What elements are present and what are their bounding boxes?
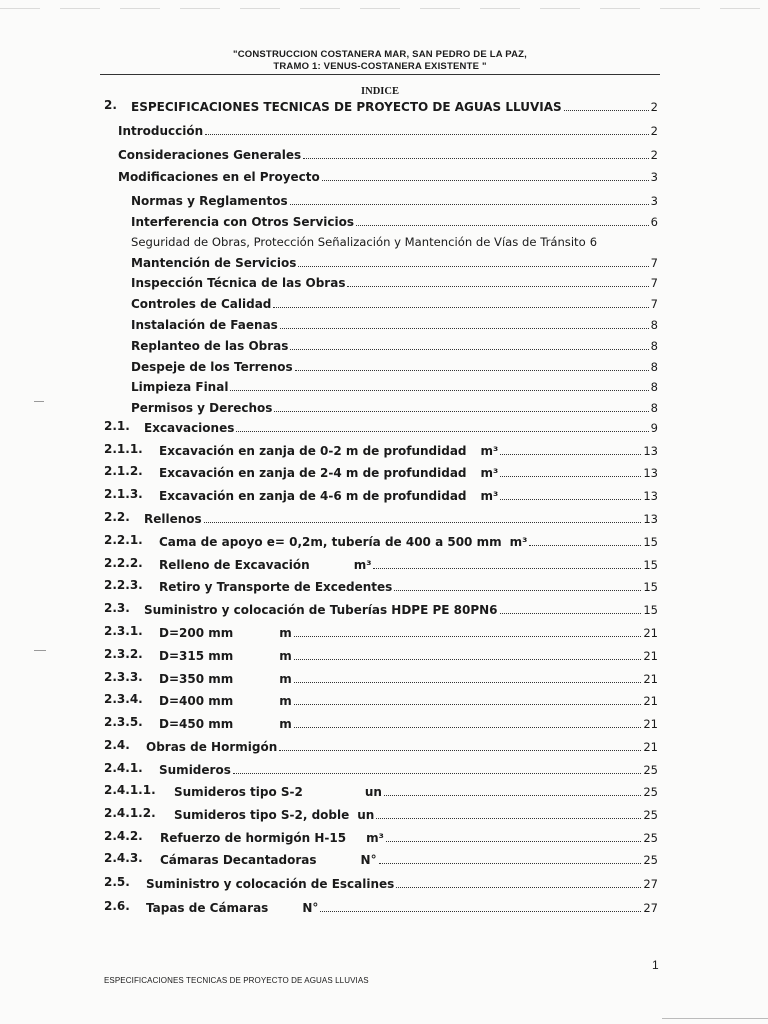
toc-entry-label: Tapas de Cámaras <box>146 901 269 915</box>
toc-leader-dots <box>279 740 641 751</box>
toc-leader-dots <box>376 808 641 819</box>
toc-entry-unit: m³ <box>480 466 499 480</box>
header-line-2: TRAMO 1: VENUS-COSTANERA EXISTENTE " <box>273 61 487 72</box>
toc-entry-page: 15 <box>643 603 658 617</box>
toc-entry-number: 2.4.2. <box>104 829 143 843</box>
toc-entry[interactable] <box>0 897 658 915</box>
toc-entry-page: 15 <box>643 558 658 572</box>
toc-entry-page: 25 <box>643 831 658 845</box>
toc-entry[interactable] <box>0 120 658 138</box>
toc-entry-number: 2.2.2. <box>104 556 143 570</box>
toc-entry[interactable] <box>0 668 658 686</box>
toc-leader-dots <box>205 124 649 135</box>
toc-entry-label: Inspección Técnica de las Obras <box>131 276 346 290</box>
toc-entry-label: Mantención de Servicios <box>131 256 297 270</box>
toc-entry-label: Seguridad de Obras, Protección Señalización y Mantención de Vías de Tránsito <box>131 235 586 249</box>
toc-entry-unit: m³ <box>480 444 499 458</box>
toc-entry-page: 6 <box>589 235 598 249</box>
page-number: 1 <box>652 958 659 972</box>
toc-entry[interactable] <box>0 713 658 731</box>
toc-entry-number: 2.2.1. <box>104 533 143 547</box>
toc-leader-dots <box>373 558 641 569</box>
toc-entry-unit: m <box>279 694 292 708</box>
toc-leader-dots <box>294 717 642 728</box>
toc-entry-label: Suministro y colocación de Escalines <box>146 877 395 891</box>
toc-entry-label: Suministro y colocación de Tuberías HDPE PE 80PN6 <box>144 603 498 617</box>
toc-entry-page: 21 <box>643 672 658 686</box>
toc-entry-page: 2 <box>650 100 658 114</box>
toc-entry-unit: m³ <box>509 535 528 549</box>
toc-entry-label: Relleno de Excavación <box>159 558 310 572</box>
toc-entry[interactable] <box>0 356 658 374</box>
toc-entry-page: 25 <box>643 763 658 777</box>
toc-leader-dots <box>500 444 641 455</box>
toc-entry-page: 25 <box>643 853 658 867</box>
toc-leader-dots <box>298 256 648 267</box>
toc-entry-label: Excavación en zanja de 4-6 m de profundidad <box>159 489 467 503</box>
toc-entry-unit: m <box>279 626 292 640</box>
toc-entry-page: 2 <box>650 148 658 162</box>
toc-leader-dots <box>386 831 641 842</box>
toc-entry-number: 2.3.4. <box>104 692 143 706</box>
toc-leader-dots <box>384 785 641 796</box>
toc-entry-page: 27 <box>643 877 658 891</box>
toc-entry[interactable] <box>0 576 658 594</box>
toc-entry-label: Obras de Hormigón <box>146 740 278 754</box>
toc-entry-number: 2.3.5. <box>104 715 143 729</box>
toc-entry[interactable] <box>0 96 658 114</box>
toc-entry-page: 7 <box>650 297 658 311</box>
toc-entry-unit: m³ <box>366 831 384 845</box>
toc-entry[interactable] <box>0 531 658 549</box>
toc-entry-label: Excavación en zanja de 0-2 m de profundidad <box>159 444 467 458</box>
toc-entry[interactable] <box>0 849 658 867</box>
toc-leader-dots <box>500 603 642 614</box>
toc-entry-page: 27 <box>643 901 658 915</box>
toc-entry-label: Cámaras Decantadoras <box>160 853 317 867</box>
toc-entry-page: 13 <box>643 466 658 480</box>
toc-leader-dots <box>280 318 649 329</box>
toc-leader-dots <box>564 100 649 111</box>
toc-entry[interactable] <box>0 376 658 394</box>
index-title: INDICE <box>361 86 399 97</box>
toc-entry-number: 2.1. <box>104 419 130 433</box>
toc-entry-label: Introducción <box>118 124 204 138</box>
toc-entry-number: 2.1.1. <box>104 442 143 456</box>
toc-entry-number: 2.2. <box>104 510 130 524</box>
toc-entry[interactable] <box>0 252 658 270</box>
toc-entry-number: 2.4.1.1. <box>104 783 156 797</box>
toc-entry[interactable] <box>0 190 658 208</box>
footer-title: ESPECIFICACIONES TECNICAS DE PROYECTO DE AGUAS LLUVIAS <box>104 976 369 985</box>
scan-margin-mark <box>34 401 44 402</box>
toc-entry[interactable] <box>0 144 658 162</box>
toc-entry-page: 25 <box>643 785 658 799</box>
toc-leader-dots <box>379 853 642 864</box>
toc-leader-dots <box>394 580 641 591</box>
toc-entry-number: 2.4. <box>104 738 130 752</box>
toc-entry[interactable] <box>0 690 658 708</box>
toc-entry[interactable] <box>0 485 658 503</box>
toc-entry[interactable] <box>0 736 658 754</box>
toc-entry-label: Modificaciones en el Proyecto <box>118 170 320 184</box>
toc-entry[interactable] <box>0 211 658 229</box>
toc-entry-unit: un <box>357 808 375 822</box>
toc-leader-dots <box>230 380 648 391</box>
toc-entry-label: Instalación de Faenas <box>131 318 278 332</box>
toc-entry-page: 8 <box>650 360 658 374</box>
toc-leader-dots <box>204 512 642 523</box>
toc-entry-page: 3 <box>650 194 658 208</box>
toc-entry[interactable] <box>0 397 658 415</box>
toc-leader-dots <box>290 339 648 350</box>
toc-entry-number: 2.1.3. <box>104 487 143 501</box>
toc-leader-dots <box>294 672 642 683</box>
toc-leader-dots <box>500 489 641 500</box>
scan-margin-mark <box>34 650 46 651</box>
toc-entry-unit: m³ <box>480 489 499 503</box>
toc-entry-page: 21 <box>643 717 658 731</box>
toc-entry-label: Interferencia con Otros Servicios <box>131 215 355 229</box>
toc-entry-label: Controles de Calidad <box>131 297 272 311</box>
toc-entry[interactable] <box>0 599 658 617</box>
toc-entry[interactable] <box>0 827 658 845</box>
toc-entry[interactable] <box>0 645 658 663</box>
scan-edge-mark <box>662 1018 768 1019</box>
toc-entry-unit: m <box>279 717 292 731</box>
toc-entry[interactable] <box>0 231 658 249</box>
toc-leader-dots <box>233 763 642 774</box>
toc-entry-page: 13 <box>643 512 658 526</box>
toc-entry-unit: un <box>364 785 382 799</box>
toc-entry-page: 13 <box>643 444 658 458</box>
toc-entry-page: 9 <box>650 421 658 435</box>
toc-entry-label: Despeje de los Terrenos <box>131 360 293 374</box>
toc-entry[interactable] <box>0 272 658 290</box>
toc-entry-number: 2.6. <box>104 899 130 913</box>
toc-leader-dots <box>356 215 649 226</box>
toc-entry[interactable] <box>0 622 658 640</box>
toc-entry-number: 2.4.1. <box>104 761 143 775</box>
toc-leader-dots <box>294 649 642 660</box>
toc-leader-dots <box>274 401 648 412</box>
toc-entry-unit: m <box>279 649 292 663</box>
toc-entry-page: 25 <box>643 808 658 822</box>
toc-entry-number: 2.1.2. <box>104 464 143 478</box>
toc-entry[interactable] <box>0 759 658 777</box>
toc-entry[interactable] <box>0 166 658 184</box>
toc-entry-number: 2.3.2. <box>104 647 143 661</box>
toc-entry-label: D=450 mm <box>159 717 234 731</box>
toc-entry-label: Limpieza Final <box>131 380 229 394</box>
toc-entry-label: D=400 mm <box>159 694 234 708</box>
toc-entry-page: 8 <box>650 318 658 332</box>
toc-entry[interactable] <box>0 804 658 822</box>
toc-entry-page: 21 <box>643 649 658 663</box>
toc-entry-label: Refuerzo de hormigón H-15 <box>160 831 347 845</box>
toc-leader-dots <box>294 694 642 705</box>
header-line-1: "CONSTRUCCION COSTANERA MAR, SAN PEDRO DE LA PAZ, <box>232 49 528 60</box>
toc-leader-dots <box>294 626 642 637</box>
toc-entry-unit: N° <box>302 901 319 915</box>
toc-entry-number: 2.3.1. <box>104 624 143 638</box>
toc-entry-label: Consideraciones Generales <box>118 148 302 162</box>
toc-entry[interactable] <box>0 462 658 480</box>
toc-entry-number: 2.5. <box>104 875 130 889</box>
toc-entry-number: 2.3.3. <box>104 670 143 684</box>
toc-entry-label: Rellenos <box>144 512 202 526</box>
toc-entry-page: 2 <box>650 124 658 138</box>
toc-entry[interactable] <box>0 873 658 891</box>
toc-entry-unit: m <box>279 672 292 686</box>
toc-leader-dots <box>320 901 641 912</box>
toc-leader-dots <box>236 421 648 432</box>
toc-leader-dots <box>396 877 641 888</box>
toc-entry-label: Replanteo de las Obras <box>131 339 289 353</box>
toc-leader-dots <box>290 194 649 205</box>
toc-entry-label: D=200 mm <box>159 626 234 640</box>
toc-entry-label: Cama de apoyo e= 0,2m, tubería de 400 a 500 mm <box>159 535 502 549</box>
toc-entry-label: Sumideros <box>159 763 231 777</box>
toc-entry-number: 2.2.3. <box>104 578 143 592</box>
toc-entry[interactable] <box>0 554 658 572</box>
toc-entry-page: 8 <box>650 339 658 353</box>
toc-leader-dots <box>295 360 649 371</box>
toc-entry-page: 15 <box>643 580 658 594</box>
toc-entry-label: D=315 mm <box>159 649 234 663</box>
toc-entry-page: 21 <box>643 694 658 708</box>
toc-entry-label: Normas y Reglamentos <box>131 194 288 208</box>
toc-entry-page: 7 <box>650 276 658 290</box>
toc-entry-page: 7 <box>650 256 658 270</box>
toc-entry-label: Sumideros tipo S-2, doble <box>174 808 350 822</box>
toc-entry-page: 21 <box>643 740 658 754</box>
toc-entry[interactable] <box>0 293 658 311</box>
toc-entry-label: Permisos y Derechos <box>131 401 273 415</box>
toc-entry[interactable] <box>0 314 658 332</box>
toc-entry-page: 8 <box>650 380 658 394</box>
toc-entry[interactable] <box>0 440 658 458</box>
toc-entry[interactable] <box>0 417 658 435</box>
toc-entry-unit: N° <box>360 853 377 867</box>
toc-entry-number: 2.4.3. <box>104 851 143 865</box>
toc-entry-label: D=350 mm <box>159 672 234 686</box>
toc-leader-dots <box>347 276 648 287</box>
toc-entry-label: ESPECIFICACIONES TECNICAS DE PROYECTO DE AGUAS LLUVIAS <box>131 100 562 114</box>
toc-entry[interactable] <box>0 781 658 799</box>
toc-leader-dots <box>529 535 641 546</box>
toc-leader-dots <box>322 170 649 181</box>
toc-entry-page: 21 <box>643 626 658 640</box>
toc-entry-label: Sumideros tipo S-2 <box>174 785 303 799</box>
toc-entry-page: 8 <box>650 401 658 415</box>
toc-leader-dots <box>303 148 649 159</box>
toc-entry[interactable] <box>0 335 658 353</box>
toc-entry-page: 13 <box>643 489 658 503</box>
toc-entry-number: 2. <box>104 98 117 112</box>
toc-entry-label: Excavaciones <box>144 421 235 435</box>
toc-entry-label: Retiro y Transporte de Excedentes <box>159 580 393 594</box>
toc-leader-dots <box>500 466 641 477</box>
toc-entry[interactable] <box>0 508 658 526</box>
toc-entry-page: 6 <box>650 215 658 229</box>
toc-entry-number: 2.3. <box>104 601 130 615</box>
toc-entry-page: 3 <box>650 170 658 184</box>
toc-entry-label: Excavación en zanja de 2-4 m de profundidad <box>159 466 467 480</box>
toc-entry-unit: m³ <box>353 558 372 572</box>
toc-entry-number: 2.4.1.2. <box>104 806 156 820</box>
toc-leader-dots <box>273 297 648 308</box>
toc-entry-page: 15 <box>643 535 658 549</box>
